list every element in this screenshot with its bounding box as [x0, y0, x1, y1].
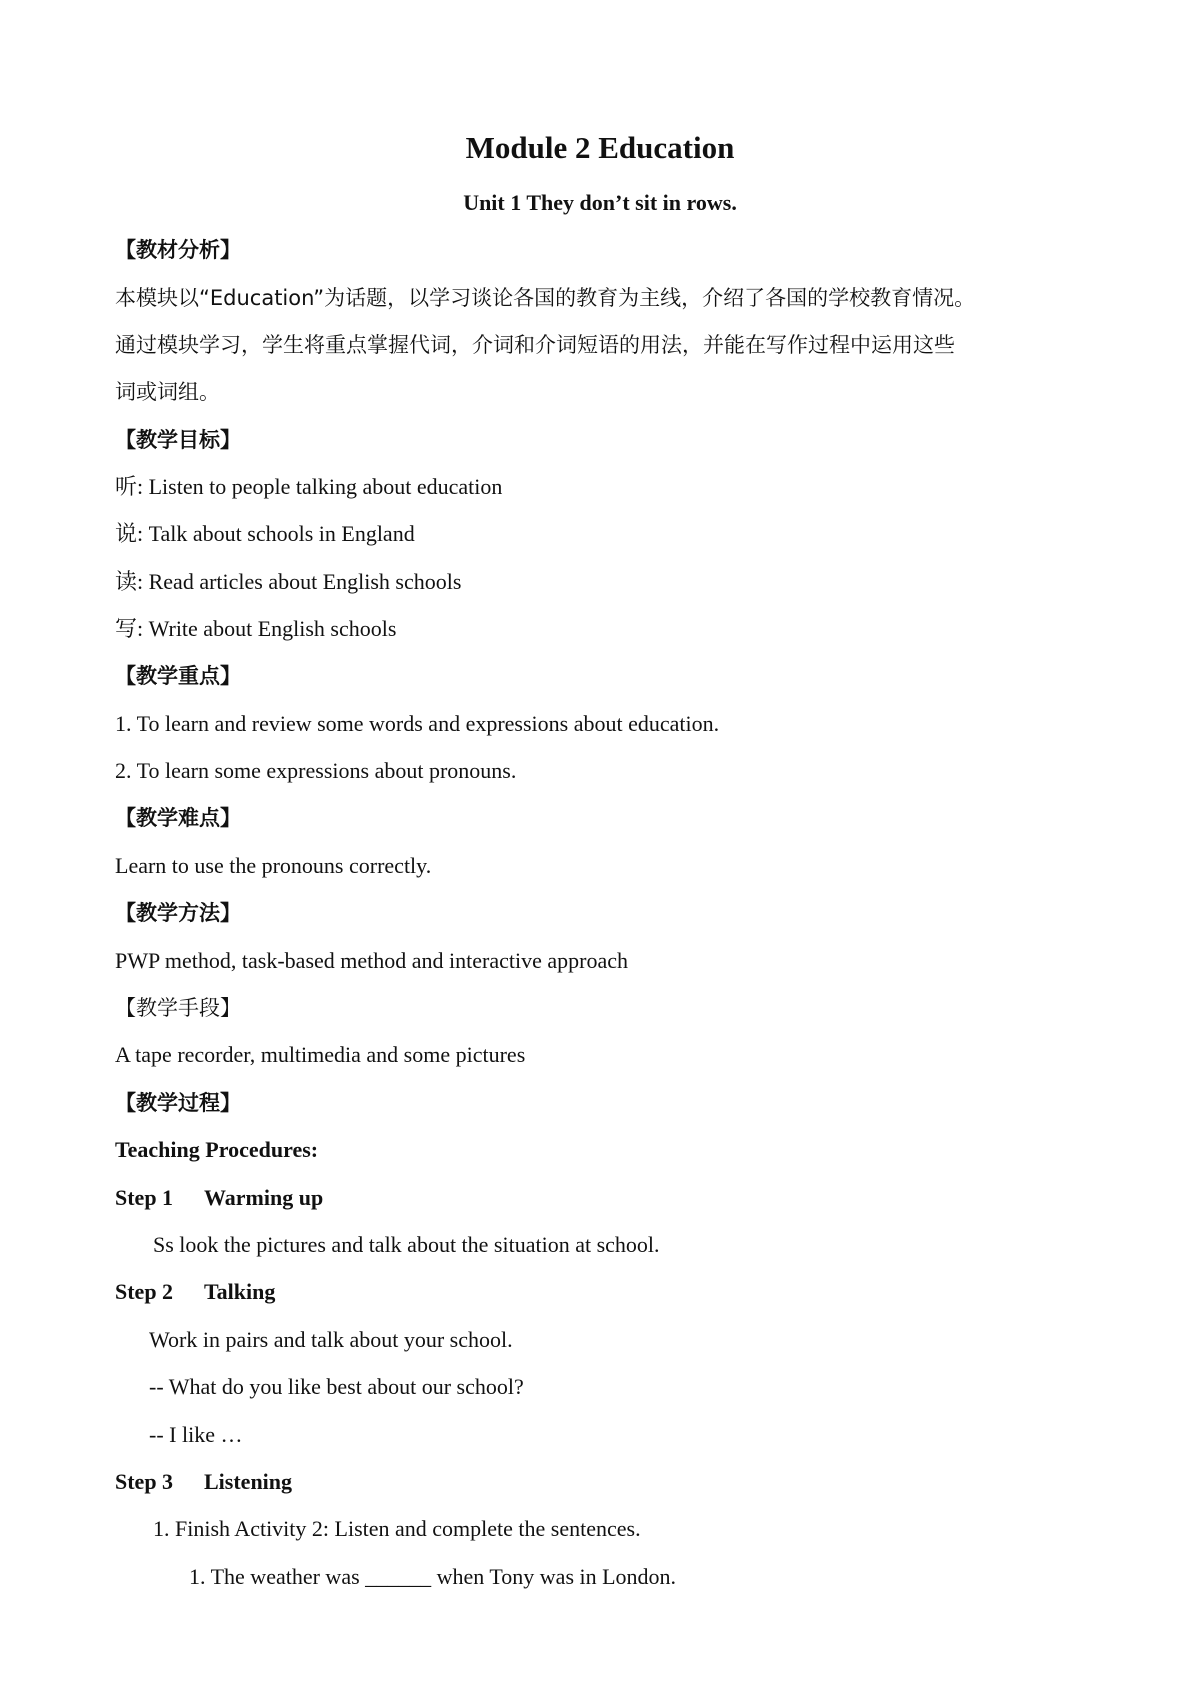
key-point-2: 2. To learn some expressions about pronouns. [115, 758, 517, 783]
analysis-line-1: 本模块以“Education”为话题，以学习谈论各国的教育为主线，介绍了各国的学校教育情况。 [115, 286, 976, 310]
step-2-line-1: Work in pairs and talk about your school. [149, 1327, 513, 1352]
step-2-line-3: -- I like … [149, 1422, 243, 1447]
objective-listen: 听: Listen to people talking about education [115, 474, 503, 499]
process-heading: 【教学过程】 [115, 1091, 241, 1115]
step-2-name: Talking [204, 1279, 276, 1304]
analysis-line-2: 通过模块学习，学生将重点掌握代词，介词和介词短语的用法，并能在写作过程中运用这些 [115, 333, 955, 357]
step-1-heading [115, 1183, 323, 1213]
step-1-number: Step 1 [115, 1185, 174, 1210]
step-3-line-1: 1. Finish Activity 2: Listen and complete the sentences. [153, 1516, 641, 1541]
aids-text: A tape recorder, multimedia and some pictures [115, 1042, 526, 1067]
key-points-heading: 【教学重点】 [115, 664, 241, 688]
objectives-heading: 【教学目标】 [115, 428, 241, 452]
step-3-heading [115, 1467, 292, 1497]
analysis-heading: 【教材分析】 [115, 238, 241, 262]
objective-write: 写: Write about English schools [115, 616, 397, 641]
key-point-1: 1. To learn and review some words and expressions about education. [115, 711, 720, 736]
document-title: Module 2 Education [465, 130, 735, 165]
analysis-line-3: 词或词组。 [115, 380, 220, 404]
step-3-line-2: 1. The weather was ______ when Tony was in London. [189, 1564, 677, 1589]
step-2-line-2: -- What do you like best about our school? [149, 1374, 524, 1399]
document-subtitle: Unit 1 They don’t sit in rows. [463, 190, 737, 215]
step-2-heading [115, 1277, 275, 1307]
difficulties-text: Learn to use the pronouns correctly. [115, 853, 432, 878]
procedures-label: Teaching Procedures: [115, 1137, 319, 1162]
step-3-number: Step 3 [115, 1469, 174, 1494]
methods-text: PWP method, task-based method and interactive approach [115, 948, 628, 973]
step-1-name: Warming up [204, 1185, 324, 1210]
step-2-number: Step 2 [115, 1279, 174, 1304]
step-1-line-1: Ss look the pictures and talk about the situation at school. [153, 1232, 660, 1257]
methods-heading: 【教学方法】 [115, 901, 241, 925]
aids-heading: 【教学手段】 [115, 996, 241, 1020]
difficulties-heading: 【教学难点】 [115, 806, 241, 830]
objective-speak: 说: Talk about schools in England [115, 521, 415, 546]
step-3-name: Listening [204, 1469, 293, 1494]
objective-read: 读: Read articles about English schools [115, 569, 462, 594]
